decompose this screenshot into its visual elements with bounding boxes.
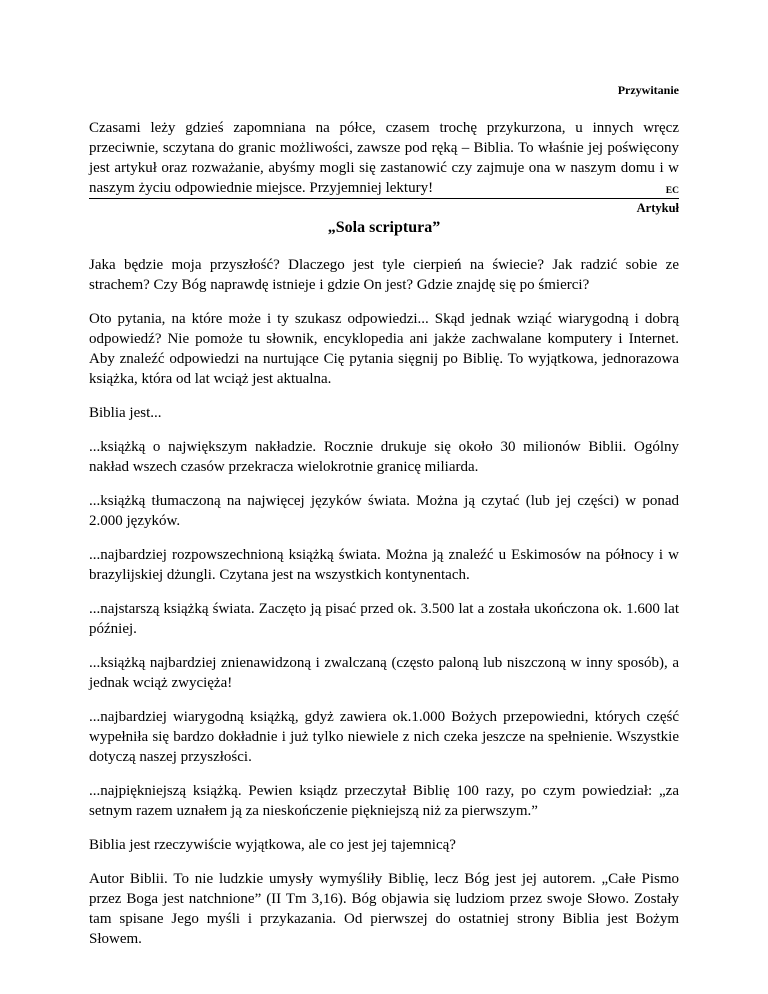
article-paragraph: Biblia jest... — [89, 405, 162, 421]
article-title: „Sola scriptura” — [327, 219, 441, 236]
author-initials: EC — [665, 186, 679, 196]
article-paragraph: ...książką tłumaczoną na najwięcej języków świata. Można ją czytać (lub jej części) w ponad 2.000 języków. — [89, 493, 679, 529]
article-paragraph: Biblia jest rzeczywiście wyjątkowa, ale co jest jej tajemnicą? — [89, 837, 456, 853]
article-paragraph: ...najpiękniejszą książką. Pewien ksiądz przeczytał Biblię 100 razy, po czym powiedział: „za setnym razem uznałem ją za nieskończenie piękniejszą niż za pierwszym.” — [89, 783, 679, 819]
article-paragraph: Autor Biblii. To nie ludzkie umysły wymyśliły Biblię, lecz Bóg jest jej autorem. „Całe Pismo przez Boga jest natchnione” (II Tm 3,16). Bóg objawia się ludziom przez swoje Słowo. Zostały tam spisane Jego myśli i przykazania. Od pierwszej do ostatniej strony Biblia jest Bożym Słowem. — [89, 871, 679, 947]
article-paragraph: ...książką o największym nakładzie. Rocznie drukuje się około 30 milionów Biblii. Ogólny nakład wszech czasów przekracza wielokrotnie granicę miliarda. — [89, 439, 679, 475]
article-paragraph: ...najstarszą książką świata. Zaczęto ją pisać przed ok. 3.500 lat a została ukończona ok. 1.600 lat później. — [89, 601, 679, 637]
article-paragraph: ...najbardziej wiarygodną książką, gdyż zawiera ok.1.000 Bożych przepowiedni, których część wypełniła się bardzo dokładnie i już tylko niewiele z nich czeka jeszcze na spełnienie. Wszystkie dotyczą naszej przyszłości. — [89, 709, 679, 765]
section-divider — [89, 198, 679, 199]
intro-paragraph: Czasami leży gdzieś zapomniana na półce, czasem trochę przykurzona, u innych wręcz przeciwnie, sczytana do granic możliwości, zawsze pod ręką – Biblia. To właśnie jej poświęcony jest artykuł oraz rozważanie, abyśmy mogli się zastanowić czy zajmuje ona w naszym domu i w naszym życiu odpowiednie miejsce. Przyjemniej lektury! — [89, 120, 679, 196]
section-label-article: Artykuł — [636, 201, 679, 215]
article-paragraph: Oto pytania, na które może i ty szukasz odpowiedzi... Skąd jednak wziąć wiarygodną i dobrą odpowiedź? Nie pomoże tu słownik, encyklopedia ani jakże zachwalane komputery i Internet. Aby znaleźć odpowiedzi na nurtujące Cię pytania sięgnij po Biblię. To wyjątkowa, jednorazowa książka, która od lat wciąż jest aktualna. — [89, 311, 679, 387]
article-paragraph: ...najbardziej rozpowszechnioną książką świata. Można ją znaleźć u Eskimosów na północy i w brazylijskiej dżungli. Czytana jest na wszystkich kontynentach. — [89, 547, 679, 583]
article-body — [89, 255, 679, 963]
section-label-welcome: Przywitanie — [617, 83, 679, 97]
article-paragraph: Jaka będzie moja przyszłość? Dlaczego jest tyle cierpień na świecie? Jak radzić sobie ze strachem? Czy Bóg naprawdę istnieje i gdzie On jest? Gdzie znajdę się po śmierci? — [89, 257, 679, 293]
article-paragraph: ...książką najbardziej znienawidzoną i zwalczaną (często paloną lub niszczoną w inny sposób), a jednak wciąż zwycięża! — [89, 655, 679, 691]
